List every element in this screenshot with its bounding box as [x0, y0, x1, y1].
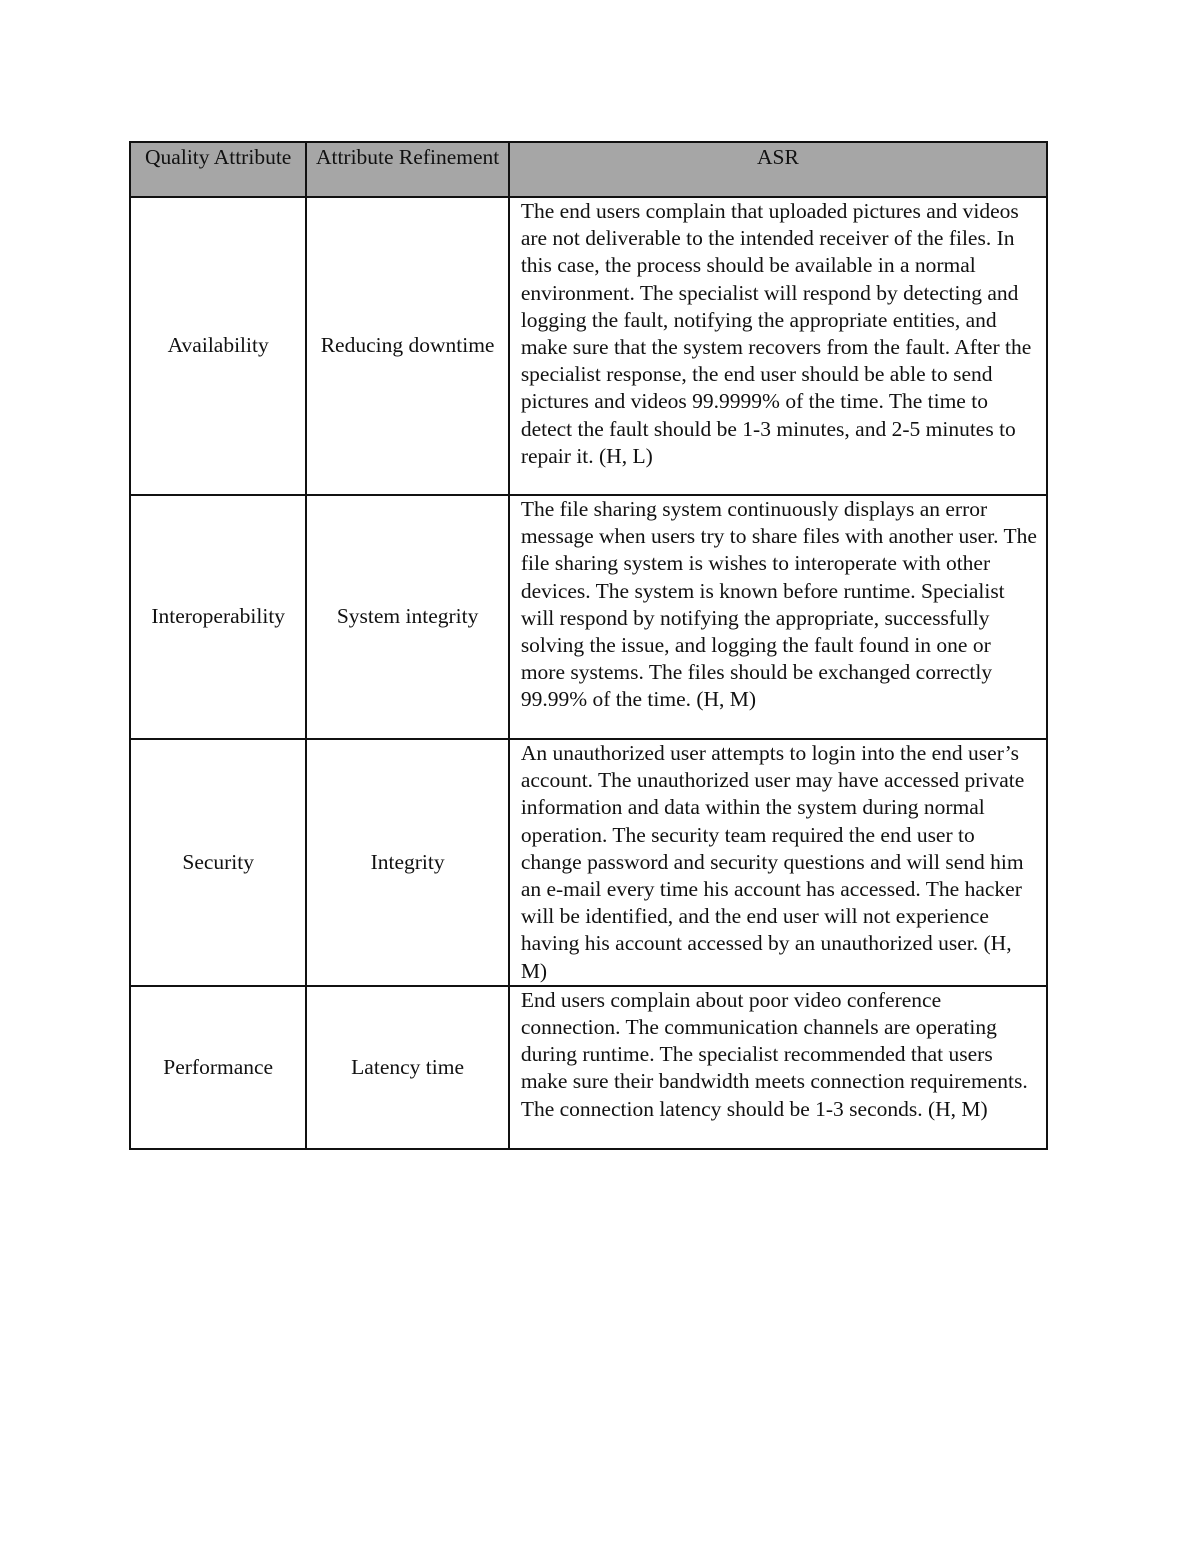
attribute-refinement-cell: Integrity [306, 739, 508, 986]
header-attribute-refinement: Attribute Refinement [306, 142, 508, 197]
asr-cell: The end users complain that uploaded pictures and videos are not deliverable to the intended receiver of the files. In this case, the process should be available in a normal environment. The specialist will respond by detecting and logging the fault, notifying the appropriate entities, and make sure that the system recovers from the fault. After the specialist response, the end user should be able to send pictures and videos 99.9999% of the time. The time to detect the fault should be 1-3 minutes, and 2-5 minutes to repair it. (H, L) [509, 197, 1047, 495]
quality-attribute-cell: Availability [130, 197, 306, 495]
table-row [130, 197, 1047, 495]
table-row [130, 495, 1047, 739]
attribute-refinement-cell: Reducing downtime [306, 197, 508, 495]
header-asr: ASR [509, 142, 1047, 197]
quality-attribute-cell: Performance [130, 986, 306, 1149]
header-quality-attribute: Quality Attribute [130, 142, 306, 197]
table-row [130, 739, 1047, 986]
table-row [130, 986, 1047, 1149]
attribute-refinement-cell: Latency time [306, 986, 508, 1149]
asr-cell: An unauthorized user attempts to login into the end user’s account. The unauthorized user may have accessed private information and data within the system during normal operation. The security team required the end user to change password and security questions and will send him an e-mail every time his account has accessed. The hacker will be identified, and the end user will not experience having his account accessed by an unauthorized user. (H, M) [509, 739, 1047, 986]
asr-cell: The file sharing system continuously displays an error message when users try to share files with another user. The file sharing system is wishes to interoperate with other devices. The system is known before runtime. Specialist will respond by notifying the appropriate, successfully solving the issue, and logging the fault found in one or more systems. The files should be exchanged correctly 99.99% of the time. (H, M) [509, 495, 1047, 739]
quality-attribute-table [129, 141, 1048, 1150]
table-header-row [130, 142, 1047, 197]
attribute-refinement-cell: System integrity [306, 495, 508, 739]
quality-attribute-cell: Interoperability [130, 495, 306, 739]
quality-attribute-cell: Security [130, 739, 306, 986]
asr-cell: End users complain about poor video conference connection. The communication channels are operating during runtime. The specialist recommended that users make sure their bandwidth meets connection requirements. The connection latency should be 1-3 seconds. (H, M) [509, 986, 1047, 1149]
